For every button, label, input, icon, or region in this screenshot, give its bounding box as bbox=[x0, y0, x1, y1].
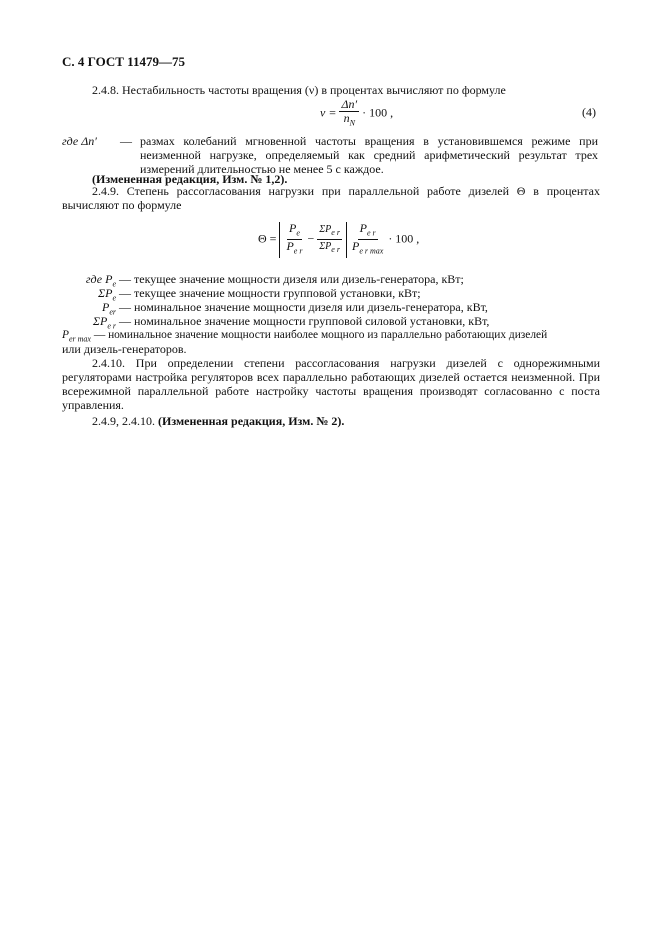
definition-row: $\Sigma P_{e r}$ — номинальное значение мощности групповой силовой установки, кВт, bbox=[92, 314, 490, 331]
definition-row: $P_{er max}$ — номинальное значение мощности наиболее мощного из параллельно работающих дизелей bbox=[62, 329, 548, 344]
where-label: где Δn′ bbox=[62, 134, 97, 148]
paragraph-2-4-8: 2.4.8. Нестабильность частоты вращения (ν) в процентах вычисляют по формуле bbox=[92, 83, 506, 97]
fraction-denominator: $n_N$ bbox=[343, 111, 355, 128]
paragraph-2-4-10: 2.4.10. При определении степени рассогласования нагрузки дизелей с однорежимными регуляторами настройка регуляторов всех параллельно работающих дизелей остается неизменной. При всережимной параллельной работе настройку частоты вращения производят согласованно с поста управления. bbox=[62, 356, 600, 412]
definition-row: $P_{er}$ — номинальное значение мощности дизеля или дизель-генератора, кВт, bbox=[101, 300, 488, 317]
formula-lhs: Θ = bbox=[258, 231, 277, 246]
final-amendment: 2.4.9, 2.4.10. (Измененная редакция, Изм. № 2). bbox=[92, 414, 345, 428]
definition-continuation: или дизель-генераторов. bbox=[62, 342, 187, 356]
absolute-value-bars bbox=[279, 222, 347, 258]
fraction-3: $\frac{P_{e r}}{P_{e r max}}$ bbox=[351, 221, 384, 256]
formula-lhs: ν = bbox=[320, 105, 337, 120]
formula-rhs: · 100 , bbox=[388, 231, 420, 246]
where-dash: — bbox=[120, 134, 132, 148]
minus-sign: − bbox=[307, 231, 315, 246]
formula-4 bbox=[320, 98, 393, 129]
page-header: С. 4 ГОСТ 11479—75 bbox=[62, 54, 185, 69]
definition-row: $\Sigma P_e$ — текущее значение мощности групповой установки, кВт; bbox=[97, 286, 421, 303]
where-text: размах колебаний мгновенной частоты вращения в установившемся режиме при неизменной нагрузке, определяемый как средний арифметический результат трех измерений длительностью не менее 5 с каждое. bbox=[140, 134, 598, 176]
formula-number: (4) bbox=[582, 105, 596, 119]
fraction-numerator: Δn′ bbox=[341, 97, 358, 111]
paragraph-2-4-9: 2.4.9. Степень рассогласования нагрузки при параллельной работе дизелей Θ в процентах вычисляют по формуле bbox=[62, 184, 600, 212]
formula-rhs: · 100 , bbox=[362, 105, 394, 120]
formula-theta bbox=[258, 222, 419, 258]
fraction-1: $\frac{P_e}{P_{e r}}$ bbox=[286, 221, 303, 256]
fraction bbox=[339, 98, 359, 129]
definition-row: где $P_e$ — текущее значение мощности дизеля или дизель-генератора, кВт; bbox=[85, 272, 464, 289]
amendment-note: (Измененная редакция, Изм. № 1,2). bbox=[92, 172, 288, 186]
fraction-2: $\frac{\Sigma P_{e r}}{\Sigma P_{e r}}$ bbox=[319, 224, 340, 255]
